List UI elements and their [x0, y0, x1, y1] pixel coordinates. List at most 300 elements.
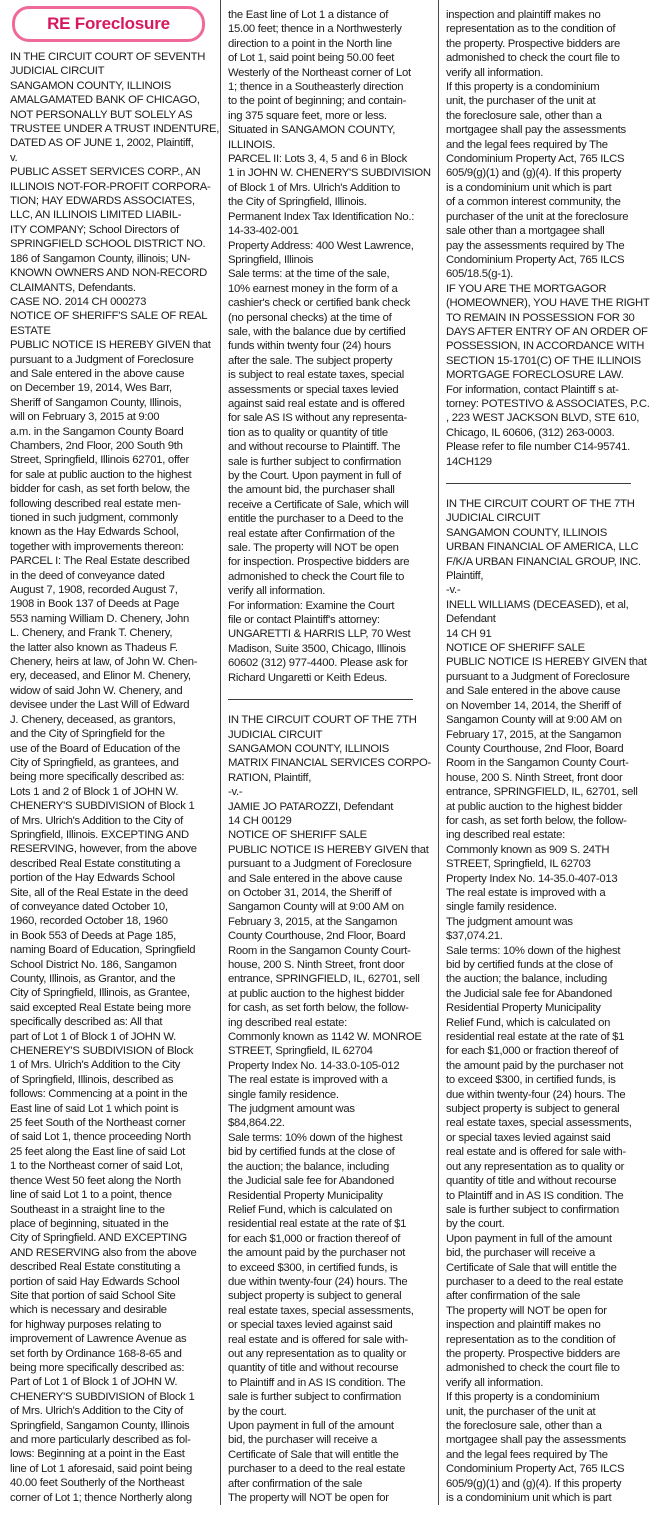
notice-text-line: the Judicial sale fee for Abandoned	[228, 1175, 395, 1188]
notice-text-line: devisee under the Last Will of Edward	[10, 699, 190, 712]
notice-text-line: after the sale. The subject property	[228, 354, 393, 367]
notice-text-line: Madison, Suite 3500, Chicago, Illinois	[228, 642, 406, 655]
notice-text-line: pursuant to a Judgment of Foreclosure	[228, 858, 412, 871]
notice-text-line: DATED AS OF JUNE 1, 2002, Plaintiff,	[10, 137, 194, 150]
notice-text-line: Certificate of Sale that will entitle the	[228, 1448, 399, 1461]
notice-text-line: the latter also known as Thadeus F.	[10, 641, 178, 654]
notice-text-line: the auction; the balance, including	[228, 1160, 390, 1173]
notice-text-line: is a condominium unit which is part	[446, 1492, 612, 1505]
notice-text-line: Situated in SANGAMON COUNTY,	[228, 124, 396, 137]
notice-text-line: pursuant to a Judgment of Foreclosure	[10, 353, 194, 366]
notice-text-line: real estate and is offered for sale with-	[228, 1333, 408, 1346]
notice-text-line: line of said Lot 1 to a point, thence	[10, 1189, 172, 1202]
notice-text-line: following described real estate men-	[10, 497, 181, 510]
notice-text-line: PUBLIC NOTICE IS HEREBY GIVEN that	[10, 339, 211, 352]
notice-text-line: 605/9(g)(1) and (g)(4). If this property	[446, 1477, 622, 1490]
notice-text-line: of Lot 1, said point being 50.00 feet	[228, 52, 395, 65]
notice-text-line: RATION, Plaintiff,	[228, 771, 312, 784]
notice-text-line: Relief Fund, which is calculated on	[446, 1016, 611, 1029]
notice-text-line: ESTATE	[10, 324, 51, 337]
notice-text-line: real estate and is offered for sale with-	[446, 1146, 626, 1159]
notice-text-line: Room in the Sangamon County Court-	[446, 757, 629, 770]
notice-text-line: Chenery, heirs at law, of John W. Chen-	[10, 656, 198, 669]
notice-divider	[228, 685, 431, 713]
notice-text-line: Defendant	[446, 613, 496, 626]
notice-text-line: East line of said Lot 1 which point is	[10, 1102, 179, 1115]
notice-text-line: the foreclosure sale, other than a	[446, 109, 602, 122]
notice-text-line: Property Index No. 14-35.0-407-013	[446, 872, 618, 885]
notice-text-line: and Sale entered in the above cause	[228, 872, 403, 885]
column-1-text	[10, 50, 220, 1505]
column-2	[228, 0, 431, 1515]
notice-text-line: is a condominium unit which is part	[446, 181, 612, 194]
notice-text-line: PUBLIC NOTICE IS HEREBY GIVEN that	[228, 843, 429, 856]
notice-text-line: City of Springfield, as grantees, and	[10, 756, 179, 769]
notice-text-line: entrance, SPRINGFIELD, IL, 62701, sell	[446, 786, 638, 799]
notice-text-line: after confirmation of the sale	[446, 1290, 581, 1303]
notice-text-line: real estate after Confirmation of the	[228, 527, 395, 540]
notice-text-line: in Book 553 of Deeds at Page 185,	[10, 929, 176, 942]
notice-text-line: at public auction to the highest bidder	[446, 800, 623, 813]
notice-text-line: KNOWN OWNERS AND NON-RECORD	[10, 267, 208, 280]
notice-text-line: SANGAMON COUNTY, ILLINOIS	[228, 742, 390, 755]
notice-text-line: quantity of title and without recourse	[446, 1175, 617, 1188]
notice-text-line: bid, the purchaser will receive a	[446, 1247, 595, 1260]
notice-text-line: admonished to check the court file to	[446, 1362, 620, 1375]
notice-text-line: ing 375 square feet, more or less.	[228, 109, 387, 122]
notice-text-line: County, Illinois, as Grantor, and the	[10, 973, 176, 985]
notice-text-line: for sale AS IS without any representa-	[228, 412, 407, 425]
notice-text-line: CHENERY'S SUBDIVISION of Block 1	[10, 800, 195, 813]
notice-text-line: the amount paid by the purchaser not	[446, 1059, 624, 1072]
notice-text-line: single family residence.	[228, 1088, 339, 1101]
notice-text-line: the amount bid, the purchaser shall	[228, 484, 395, 497]
notice-text-line: widow of said John W. Chenery, and	[10, 684, 183, 697]
notice-text-line: Residential Property Municipality	[446, 1002, 601, 1015]
notice-text-line: verify all information.	[446, 66, 544, 79]
notice-text-line: verify all information.	[446, 1376, 544, 1389]
notice-text-line: 15.00 feet; thence in a Northwesterly	[228, 23, 402, 36]
notice-text-line: Street, Springfield, Illinois 62701, offer	[10, 454, 189, 467]
notice-text-line: sale is further subject to confirmation	[446, 1203, 620, 1216]
notice-text-line: admonished to check the court file to	[446, 52, 620, 65]
notice-text-line: by the Court. Upon payment in full of	[228, 470, 401, 482]
notice-text-line: real estate taxes, special assessments,	[228, 1304, 414, 1317]
notice-text-line: the East line of Lot 1 a distance of	[228, 9, 389, 21]
notice-text-line: for each $1,000 or fraction thereof of	[446, 1045, 619, 1058]
notice-text-line: file or contact Plaintiff's attorney:	[228, 614, 380, 627]
notice-text-line: unit, the purchaser of the unit at	[446, 95, 596, 108]
notice-text-line: for cash, as set forth below, the follow-	[228, 1002, 409, 1015]
notice-text-line: Site, all of the Real Estate in the deed	[10, 886, 188, 899]
notice-text-line: CLAIMANTS, Defendants.	[10, 281, 136, 294]
notice-text-line: Chicago, IL 60606, (312) 263-0003.	[446, 426, 615, 439]
notice-text-line: JUDICIAL CIRCUIT	[228, 728, 323, 741]
notice-text-line: Site that portion of said School Site	[10, 1289, 176, 1302]
notice-text-line: MORTGAGE FORECLOSURE LAW.	[446, 369, 624, 382]
notice-text-line: PUBLIC ASSET SERVICES CORP., AN	[10, 166, 201, 179]
notice-text-line: set forth by Ordinance 168-8-65 and	[10, 1347, 182, 1360]
notice-text-line: -v.-	[446, 584, 461, 597]
section-badge-label: RE Foreclosure	[47, 14, 170, 33]
notice-text-line: specifically described as: All that	[10, 1016, 163, 1029]
column-1	[10, 0, 220, 1515]
notice-text-line: 14 CH 91	[446, 627, 492, 640]
notice-text-line: Condominium Property Act, 765 ILCS	[446, 153, 625, 166]
section-badge	[12, 6, 205, 42]
notice-text-line: which is necessary and desirable	[10, 1304, 167, 1317]
notice-text-line: for inspection. Prospective bidders are	[228, 556, 410, 569]
notice-text-line: 14-33-402-001	[228, 225, 299, 238]
notice-text-line: Property Address: 400 West Lawrence,	[228, 239, 414, 252]
notice-text-line: 25 feet South of the Northeast corner	[10, 1117, 186, 1130]
notice-text-line: Commonly known as 909 S. 24TH	[446, 843, 610, 856]
notice-text-line: of a common interest community, the	[446, 196, 621, 209]
notice-text-line: admonished to check the Court file to	[228, 570, 405, 583]
notice-text-line: TION; HAY EDWARDS ASSOCIATES,	[10, 195, 195, 208]
notice-text-line: thence West 50 feet along the North	[10, 1174, 181, 1187]
notice-text-line: on November 14, 2014, the Sheriff of	[446, 699, 621, 712]
notice-text-line: Certificate of Sale that will entitle the	[446, 1261, 617, 1274]
notice-text-line: on October 31, 2014, the Sheriff of	[228, 886, 392, 899]
notice-text-line: The property will NOT be open for	[446, 1304, 607, 1317]
notice-text-line: TRUSTEE UNDER A TRUST INDENTURE,	[10, 123, 220, 136]
notice-text-line: for each $1,000 or fraction thereof of	[228, 1232, 401, 1245]
notice-text-line: and Sale entered in the above cause	[446, 685, 621, 698]
notice-text-line: assessments or special taxes levied	[228, 383, 399, 396]
notice-text-line: bid by certified funds at the close of	[446, 959, 613, 971]
notice-text-line: of said Lot 1, thence proceeding North	[10, 1131, 191, 1144]
notice-text-line: 1 of Mrs. Ulrich's Addition to the City	[10, 1059, 181, 1072]
notice-text-line: sale is further subject to confirmation	[228, 1391, 402, 1404]
notice-text-line: J. Chenery, deceased, as grantors,	[10, 713, 176, 726]
notice-text-line: City of Springfield, Illinois, as Grantee,	[10, 987, 190, 1000]
notice-text-line: (no personal checks) at the time of	[228, 311, 392, 324]
notice-text-line: the City of Springfield, Illinois.	[228, 196, 367, 209]
notice-text-line: portion of said Hay Edwards School	[10, 1275, 180, 1288]
notice-text-line: ILLINOIS.	[228, 138, 276, 151]
notice-text-line: for sale at public auction to the highest	[10, 468, 192, 481]
notice-text-line: use of the Board of Education of the	[10, 742, 181, 755]
notice-text-line: 60602 (312) 977-4400. Please ask for	[228, 657, 408, 670]
notice-text-line: Sale terms: 10% down of the highest	[446, 944, 621, 957]
notice-text-line: RESERVING, however, from the above	[10, 843, 197, 856]
notice-text-line: ery, deceased, and Elinor M. Chenery,	[10, 670, 191, 683]
notice-text-line: representation as to the condition of	[446, 23, 616, 36]
notice-text-line: Room in the Sangamon County Court-	[228, 944, 411, 957]
notice-text-line: ITY COMPANY; School Directors of	[10, 223, 179, 236]
notice-text-line: Commonly known as 1142 W. MONROE	[228, 1031, 422, 1044]
notice-text-line: house, 200 S. Ninth Street, front door	[446, 771, 623, 784]
notice-text-line: If this property is a condominium	[446, 1391, 600, 1404]
notice-text-line: L. Chenery, and Frank T. Chenery,	[10, 627, 173, 640]
notice-text-line: to exceed $300, in certified funds, is	[446, 1074, 616, 1087]
notice-text-line: INELL WILLIAMS (DECEASED), et al,	[446, 598, 629, 611]
notice-text-line: to the point of beginning; and contain-	[228, 95, 407, 108]
notice-text-line: of conveyance dated October 10,	[10, 900, 168, 913]
notice-text-line: tion as to quality or quantity of title	[228, 426, 388, 439]
notice-text-line: February 3, 2015, at the Sangamon	[228, 915, 398, 928]
notice-text-line: If this property is a condominium	[446, 81, 600, 94]
notice-text-line: CASE NO. 2014 CH 000273	[10, 295, 147, 308]
column-3-text	[446, 8, 649, 1505]
notice-text-line: Upon payment in full of the amount	[446, 1232, 612, 1245]
notice-text-line: the amount paid by the purchaser not	[228, 1247, 406, 1260]
notice-text-line: for highway purposes relating to	[10, 1318, 162, 1331]
notice-text-line: AND RESERVING also from the above	[10, 1246, 197, 1259]
notice-text-line: out any representation as to quality or	[228, 1347, 407, 1360]
notice-text-line: bid by certified funds at the close of	[228, 1146, 395, 1159]
notice-text-line: bid, the purchaser will receive a	[228, 1434, 377, 1447]
notice-divider	[446, 469, 649, 497]
notice-text-line: direction to a point in the North line	[228, 37, 392, 50]
notice-text-line: SECTION 15-1701(C) OF THE ILLINOIS	[446, 354, 641, 367]
notice-text-line: pursuant to a Judgment of Foreclosure	[446, 670, 630, 683]
notice-text-line: line of Lot 1 aforesaid, said point being	[10, 1462, 192, 1475]
notice-text-line: -v.-	[228, 786, 243, 799]
notice-text-line: corner of Lot 1; thence Northerly along	[10, 1491, 192, 1504]
notice-text-line: 14CH129	[446, 455, 492, 468]
notice-text-line: NOTICE OF SHERIFF'S SALE OF REAL	[10, 310, 208, 323]
notice-text-line: Sangamon County will at 9:00 AM on	[446, 714, 622, 727]
notice-text-line: due within twenty-four (24) hours. The	[228, 1275, 408, 1288]
notice-text-line: against said real estate and is offered	[228, 397, 405, 410]
notice-text-line: ing described real estate:	[228, 1016, 347, 1029]
notice-text-line: part of Lot 1 of Block 1 of JOHN W.	[10, 1030, 177, 1043]
notice-text-line: NOTICE OF SHERIFF SALE	[446, 642, 585, 655]
notice-text-line: JUDICIAL CIRCUIT	[446, 512, 541, 525]
notice-text-line: a.m. in the Sangamon County Board	[10, 425, 184, 438]
notice-text-line: inspection and plaintiff makes no	[446, 1319, 601, 1332]
notice-text-line: v.	[10, 151, 18, 164]
notice-text-line: verify all information.	[228, 585, 326, 598]
notice-text-line: Sangamon County will at 9:00 AM on	[228, 901, 404, 914]
notice-text-line: NOTICE OF SHERIFF SALE	[228, 829, 367, 842]
notice-text-line: Plaintiff,	[446, 570, 484, 583]
notice-text-line: August 7, 1908, recorded August 7,	[10, 584, 178, 597]
notice-text-line: AMALGAMATED BANK OF CHICAGO,	[10, 94, 200, 107]
notice-text-line: receive a Certificate of Sale, which will	[228, 498, 409, 511]
notice-text-line: mortgagee shall pay the assessments	[446, 124, 626, 137]
notice-text-line: 1908 in Book 137 of Deeds at Page	[10, 598, 180, 611]
notice-text-line: ILLINOIS NOT-FOR-PROFIT CORPORA-	[10, 180, 211, 193]
notice-text-line: the auction; the balance, including	[446, 973, 608, 986]
notice-text-line: SANGAMON COUNTY, ILLINOIS	[446, 526, 608, 539]
notice-text-line: Springfield, Illinois	[228, 253, 314, 266]
notice-text-line: in the deed of conveyance dated	[10, 569, 165, 582]
notice-text-line: DAYS AFTER ENTRY OF AN ORDER OF	[446, 325, 648, 338]
notice-text-line: Lots 1 and 2 of Block 1 of JOHN W.	[10, 785, 179, 798]
notice-text-line: The judgment amount was	[228, 1103, 355, 1116]
notice-text-line: naming Board of Education, Springfield	[10, 944, 196, 957]
notice-text-line: County Courthouse, 2nd Floor, Board	[228, 930, 406, 943]
notice-text-line: $84,864.22.	[228, 1117, 285, 1130]
notice-text-line: 14 CH 00129	[228, 814, 292, 827]
notice-text-line: on December 19, 2014, Wes Barr,	[10, 382, 172, 395]
notice-text-line: portion of the Hay Edwards School	[10, 872, 175, 885]
notice-text-line: 10% earnest money in the form of a	[228, 282, 398, 295]
notice-text-line: the property. Prospective bidders are	[446, 37, 621, 50]
notice-text-line: PUBLIC NOTICE IS HEREBY GIVEN that	[446, 656, 647, 669]
notice-text-line: 1; thence in a Southeasterly direction	[228, 81, 404, 94]
notice-text-line: PARCEL II: Lots 3, 4, 5 and 6 in Block	[228, 153, 407, 166]
notice-text-line: being more specifically described as:	[10, 1361, 185, 1374]
notice-text-line: the foreclosure sale, other than a	[446, 1420, 602, 1432]
notice-text-line: inspection and plaintiff makes no	[446, 9, 601, 21]
notice-text-line: together with improvements thereon:	[10, 540, 184, 553]
notice-text-line: mortgagee shall pay the assessments	[446, 1434, 626, 1447]
notice-text-line: Westerly of the Northeast corner of Lot	[228, 66, 411, 79]
notice-text-line: Part of Lot 1 of Block 1 of JOHN W.	[10, 1376, 178, 1389]
notice-text-line: ing described real estate:	[446, 829, 565, 842]
notice-text-line: Permanent Index Tax Identification No.:	[228, 210, 415, 223]
notice-text-line: of Springfield, Illinois, described as	[10, 1073, 174, 1086]
notice-text-line: and without recourse to Plaintiff. The	[228, 441, 401, 454]
notice-text-line: pay the assessments required by The	[446, 239, 625, 252]
notice-text-line: entitle the purchaser to a Deed to the	[228, 513, 404, 526]
notice-text-line: representation as to the condition of	[446, 1333, 616, 1346]
notice-text-line: STREET, Springfield, IL 62703	[446, 858, 591, 871]
notice-text-line: JAMIE JO PATAROZZI, Defendant	[228, 800, 394, 813]
notice-text-line: after confirmation of the sale	[228, 1477, 363, 1490]
notice-text-line: out any representation as to quality or	[446, 1160, 625, 1173]
notice-text-line: or special taxes levied against said	[228, 1319, 393, 1332]
notice-text-line: subject property is subject to general	[228, 1290, 402, 1303]
notice-text-line: follows: Commencing at a point in the	[10, 1088, 188, 1101]
notice-text-line: Please refer to file number C14-95741.	[446, 441, 631, 454]
notice-text-line: IN THE CIRCUIT COURT OF THE 7TH	[228, 714, 417, 727]
notice-text-line: Sheriff of Sangamon County, Illinois,	[10, 396, 182, 409]
notice-text-line: of Block 1 of Mrs. Ulrich's Addition to	[228, 181, 401, 194]
notice-text-line: to Plaintiff and in AS IS condition. The	[446, 1189, 624, 1202]
column-2-text	[228, 8, 431, 1505]
notice-text-line: by the court.	[228, 1405, 287, 1418]
notice-text-line: LLC, AN ILLINOIS LIMITED LIABIL-	[10, 209, 182, 222]
notice-text-line: $37,074.21.	[446, 930, 503, 943]
notice-text-line: unit, the purchaser of the unit at	[446, 1405, 596, 1418]
notice-text-line: at public auction to the highest bidder	[228, 987, 405, 1000]
notice-text-line: Sale terms: at the time of the sale,	[228, 268, 390, 281]
column-separator	[438, 0, 439, 1505]
notice-text-line: subject property is subject to general	[446, 1103, 620, 1116]
notice-text-line: purchaser to a deed to the real estate	[446, 1275, 624, 1288]
notice-text-line: entrance, SPRINGFIELD, IL, 62701, sell	[228, 973, 420, 986]
notice-text-line: 553 naming William D. Chenery, John	[10, 612, 189, 625]
notice-text-line: The property will NOT be open for	[228, 1492, 389, 1505]
notice-text-line: or special taxes levied against said	[446, 1131, 611, 1144]
notice-text-line: described Real Estate constituting a	[10, 1261, 181, 1274]
notice-text-line: 1 to the Northeast corner of said Lot,	[10, 1160, 183, 1173]
notice-text-line: funds within twenty four (24) hours	[228, 340, 391, 353]
notice-text-line: For information: Examine the Court	[228, 599, 395, 612]
notice-text-line: SANGAMON COUNTY, ILLINOIS	[10, 79, 172, 92]
notice-text-line: and the City of Springfield for the	[10, 728, 165, 741]
notice-text-line: residential real estate at the rate of $1	[228, 1218, 407, 1231]
notice-text-line: URBAN FINANCIAL OF AMERICA, LLC	[446, 541, 639, 554]
notice-text-line: bidder for cash, as set forth below, the	[10, 483, 190, 496]
notice-text-line: 25 feet along the East line of said Lot	[10, 1145, 185, 1158]
notice-text-line: City of Springfield. AND EXCEPTING	[10, 1232, 187, 1245]
notice-text-line: is subject to real estate taxes, special	[228, 369, 404, 382]
notice-text-line: single family residence.	[446, 901, 557, 914]
notice-text-line: Southeast in a straight line to the	[10, 1203, 165, 1216]
notice-text-line: known as the Hay Edwards School,	[10, 526, 179, 539]
notice-text-line: quantity of title and without recourse	[228, 1362, 399, 1375]
notice-text-line: Residential Property Municipality	[228, 1189, 383, 1202]
notice-text-line: torney: POTESTIVO & ASSOCIATES, P.C.	[446, 397, 650, 410]
notice-text-line: Upon payment in full of the amount	[228, 1420, 394, 1432]
notice-text-line: purchaser to a deed to the real estate	[228, 1463, 406, 1476]
notice-text-line: the Judicial sale fee for Abandoned	[446, 987, 613, 1000]
notice-text-line: POSSESSION, IN ACCORDANCE WITH	[446, 340, 645, 353]
notice-divider-line	[228, 699, 413, 700]
notice-text-line: NOT PERSONALLY BUT SOLELY AS	[10, 108, 193, 121]
notice-text-line: The real estate is improved with a	[446, 886, 606, 899]
notice-text-line: Chambers, 2nd Floor, 200 South 9th	[10, 439, 183, 452]
notice-text-line: IF YOU ARE THE MORTGAGOR	[446, 282, 607, 295]
notice-text-line: Property Index No. 14-33.0-105-012	[228, 1059, 400, 1072]
notice-text-line: 605/9(g)(1) and (g)(4). If this property	[446, 167, 622, 180]
notice-text-line: and the legal fees required by The	[446, 138, 608, 151]
notice-text-line: SPRINGFIELD SCHOOL DISTRICT NO.	[10, 238, 206, 251]
notice-text-line: of Mrs. Ulrich's Addition to the City of	[10, 814, 184, 827]
notice-text-line: 605/18.5(g-1).	[446, 268, 514, 281]
notice-text-line: sale is further subject to confirmation	[228, 455, 402, 468]
notice-divider-line	[446, 483, 631, 484]
notice-text-line: sale. The property will NOT be open	[228, 542, 399, 555]
notice-text-line: to exceed $300, in certified funds, is	[228, 1261, 398, 1274]
notice-text-line: residential real estate at the rate of $1	[446, 1031, 625, 1044]
column-separator	[220, 0, 221, 1505]
notice-text-line: Richard Ungaretti or Keith Edeus.	[228, 671, 388, 684]
notice-text-line: sale, with the balance due by certified	[228, 325, 406, 338]
column-3	[446, 0, 649, 1515]
notice-text-line: said excepted Real Estate being more	[10, 1001, 191, 1014]
notice-text-line: 1960, recorded October 18, 1960	[10, 915, 168, 928]
notice-text-line: PARCEL I: The Real Estate described	[10, 555, 190, 568]
notice-text-line: TO REMAIN IN POSSESSION FOR 30	[446, 311, 635, 324]
notice-text-line: Condominium Property Act, 765 ILCS	[446, 1463, 625, 1476]
notice-text-line: 186 of Sangamon County, illinois; UN-	[10, 252, 191, 265]
notice-text-line: for cash, as set forth below, the follow-	[446, 814, 627, 827]
notice-text-line: to Plaintiff and in AS IS condition. The	[228, 1376, 406, 1389]
notice-text-line: being more specifically described as:	[10, 771, 185, 784]
notice-text-line: real estate taxes, special assessments,	[446, 1117, 632, 1130]
notice-text-line: (HOMEOWNER), YOU HAVE THE RIGHT	[446, 297, 650, 310]
notice-text-line: CHENERY'S SUBDIVISION of Block 1	[10, 1390, 195, 1403]
notice-text-line: CHENEREY'S SUBDIVISION of Block	[10, 1045, 194, 1058]
notice-text-line: Sale terms: 10% down of the highest	[228, 1131, 403, 1144]
notice-text-line: Condominium Property Act, 765 ILCS	[446, 253, 625, 266]
notice-text-line: will on February 3, 2015 at 9:00	[10, 411, 160, 424]
notice-text-line: tioned in such judgment, commonly	[10, 512, 178, 524]
notice-text-line: STREET, Springfield, IL 62704	[228, 1045, 373, 1058]
notice-text-line: by the court.	[446, 1218, 505, 1231]
notice-text-line: The judgment amount was	[446, 915, 573, 928]
notice-text-line: and Sale entered in the above cause	[10, 367, 185, 380]
notice-text-line: IN THE CIRCUIT COURT OF THE 7TH	[446, 498, 635, 510]
notice-text-line: , 223 WEST JACKSON BLVD, STE 610,	[446, 412, 640, 425]
notice-text-line: Springfield, Sangamon County, Illinois	[10, 1419, 190, 1432]
notice-text-line: sale other than a mortgagee shall	[446, 225, 605, 238]
notice-text-line: County Courthouse, 2nd Floor, Board	[446, 742, 624, 755]
notice-text-line: Relief Fund, which is calculated on	[228, 1203, 393, 1216]
notice-text-line: described Real Estate constituting a	[10, 857, 181, 870]
notice-text-line: due within twenty-four (24) hours. The	[446, 1088, 626, 1101]
notice-text-line: improvement of Lawrence Avenue as	[10, 1333, 187, 1346]
notice-text-line: School District No. 186, Sangamon	[10, 958, 177, 971]
notice-text-line: 1 in JOHN W. CHENERY'S SUBDIVISION	[228, 167, 431, 180]
